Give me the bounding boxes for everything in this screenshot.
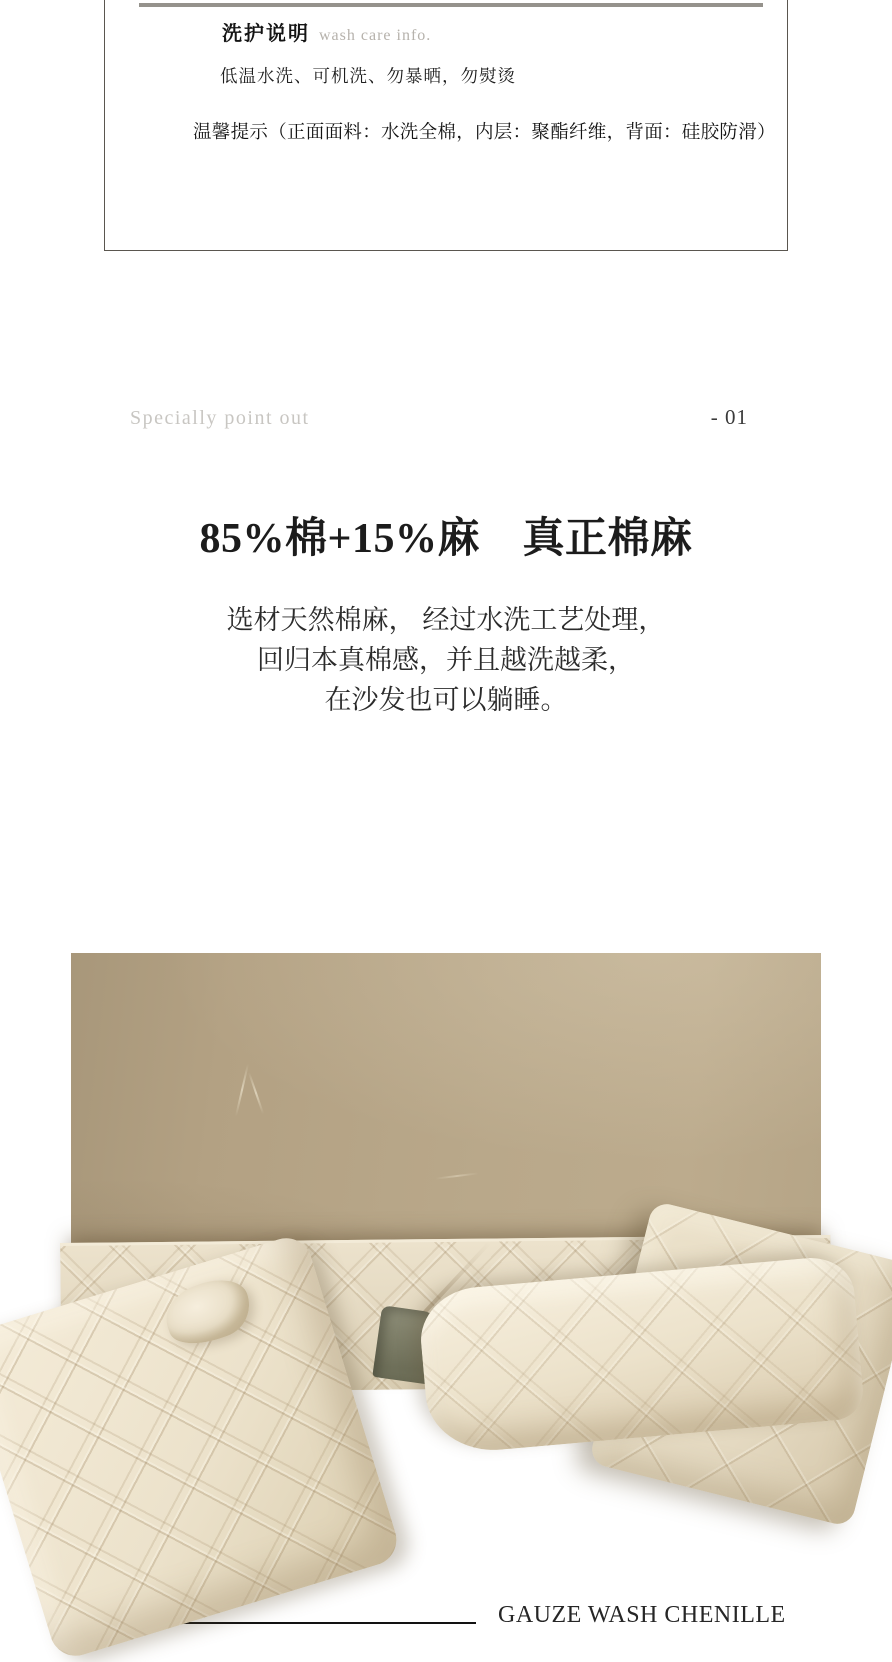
wall-scratch — [235, 1063, 249, 1116]
body-line: 选材天然棉麻， 经过水洗工艺处理， — [226, 605, 666, 635]
product-detail-page — [71, 0, 821, 1628]
product-photo — [71, 953, 821, 1377]
care-title: 洗护说明 — [222, 23, 310, 45]
wall-scratch — [435, 1172, 479, 1179]
body-line: 回归本真棉感，并且越洗越柔， — [257, 645, 635, 675]
feature-body — [71, 600, 821, 720]
slogan-row — [71, 800, 821, 1628]
eyebrow-label: Specially point out — [130, 407, 310, 429]
feature-heading: 85%棉+15%麻 真正棉麻 — [199, 516, 693, 562]
care-title-row — [222, 17, 431, 46]
slogan-text: GAUZE WASH CHENILLE — [498, 1602, 786, 1628]
care-tip: 温馨提示（正面面料：水洗全棉，内层：聚酯纤维，背面：硅胶防滑） — [193, 123, 776, 143]
wash-care-box — [104, 0, 788, 251]
care-instructions: 低温水洗、可机洗、勿暴晒，勿熨烫 — [220, 66, 516, 86]
body-line: 在沙发也可以躺睡。 — [324, 685, 568, 715]
wall-scratch — [248, 1072, 264, 1114]
section-index: - 01 — [710, 405, 748, 429]
care-title-en: wash care info. — [319, 27, 432, 44]
top-divider-rule — [139, 3, 763, 7]
feature-header-row — [130, 405, 748, 430]
slogan-rule — [173, 1622, 476, 1624]
